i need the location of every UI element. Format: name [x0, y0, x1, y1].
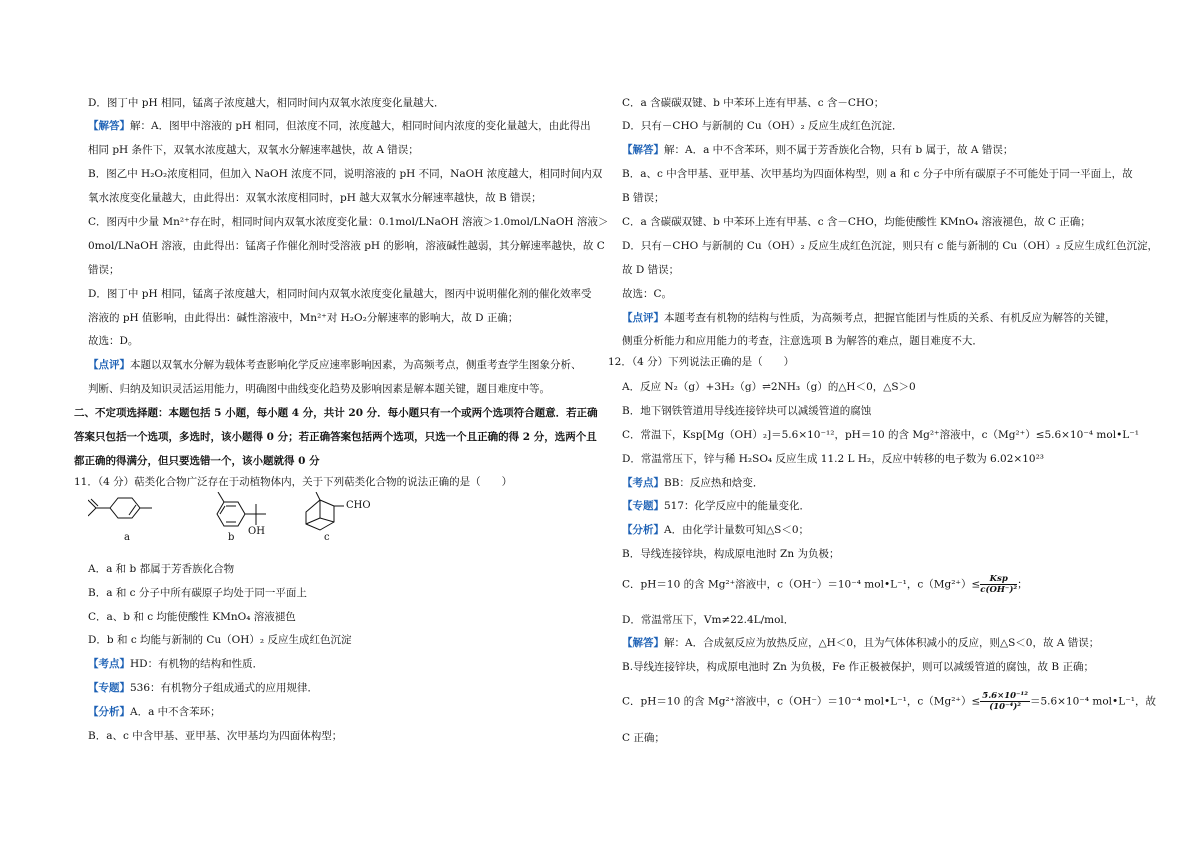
- text-line: C．a 含碳碳双键、b 中苯环上连有甲基、c 含－CHO；: [622, 97, 885, 109]
- text-line: 氧水浓度变化量越大，由此得出：双氧水浓度相同时，pH 越大双氧水分解速率越快，故 B 错误；: [88, 192, 542, 204]
- structure-diagrams: [88, 492, 388, 560]
- text-line: D．只有－CHO 与新制的 Cu（OH）₂ 反应生成红色沉淀．: [622, 120, 903, 132]
- text-line: [622, 476, 763, 490]
- structure-label-cho: CHO: [346, 500, 371, 511]
- structure-label-b: b: [228, 532, 235, 543]
- text-line: D．图丁中 pH 相同，锰离子浓度越大，相同时间内双氧水浓度变化量越大．: [88, 97, 445, 109]
- text-line: C 正确；: [622, 732, 665, 744]
- text-line: [622, 636, 1099, 650]
- text-line: [622, 143, 1013, 157]
- terpene-structures-figure: [88, 492, 388, 560]
- option-b: B．a 和 c 分子中所有碳原子均处于同一平面上: [88, 587, 307, 599]
- text-line: 错误；: [88, 264, 120, 276]
- text-line: 故 D 错误；: [622, 264, 680, 276]
- label-tag: 【解答】: [622, 144, 664, 156]
- label-tag: 【分析】: [622, 524, 664, 536]
- text-span: HD：有机物的结构和性质．: [130, 658, 264, 670]
- text-span: 本题考查有机物的结构与性质，为高频考点，把握官能团与性质的关系、有机反应为解答的关键，: [664, 312, 1116, 324]
- structure-label-a: a: [124, 532, 130, 543]
- question-12: 12．（4 分）下列说法正确的是（ ）: [608, 356, 795, 368]
- label-tag: 【解答】: [622, 637, 664, 649]
- text-line: [88, 119, 591, 133]
- text-span: A．a 中不含苯环；: [130, 706, 221, 718]
- text-span: 536：有机物分子组成通式的应用规律．: [130, 682, 319, 694]
- denominator: c(OH⁻)²: [980, 585, 1018, 595]
- text-line: [88, 657, 263, 671]
- text-line: [88, 705, 221, 719]
- text-line: 相同 pH 条件下，双氧水浓度越大，双氧水分解速率越快，故 A 错误；: [88, 144, 419, 156]
- text-line: [88, 681, 318, 695]
- text-line: 侧重分析能力和应用能力的考查，注意选项 B 为解答的难点，题目难度不大．: [622, 335, 983, 347]
- text-line: [622, 691, 1156, 712]
- structure-a: [88, 498, 152, 518]
- text-line: 判断、归纳及知识灵活运用能力，明确图中曲线变化趋势及影响因素是解本题关键，题目难度中等。: [88, 383, 550, 395]
- label-tag: 【专题】: [622, 500, 664, 512]
- text-span: 解：A．a 中不含苯环，则不属于芳香族化合物，只有 b 属于，故 A 错误；: [664, 144, 1014, 156]
- text-line: C．a 含碳碳双键、b 中苯环上连有甲基、c 含－CHO，均能使酸性 KMnO₄ 溶液褪色，故 C 正确；: [622, 216, 1091, 228]
- numerator: Ksp: [980, 574, 1017, 585]
- text-line: B.导线连接锌块，构成原电池时 Zn 为负极，Fe 作正极被保护，则可以减缓管道的腐蚀，故 B 正确；: [622, 661, 1094, 673]
- text-span: A．由化学计量数可知△S＜0；: [664, 524, 810, 536]
- text-span: 517：化学反应中的能量变化．: [664, 500, 811, 512]
- text-line: B．图乙中 H₂O₂浓度相同，但加入 NaOH 浓度不同，说明溶液的 pH 不同，NaOH 浓度越大，相同时间内双: [88, 168, 603, 180]
- text-line: 0mol/LNaOH 溶液，由此得出：锰离子作催化剂时受溶液 pH 的影响，溶液碱性越弱，其分解速率越快，故 C: [88, 240, 605, 252]
- label-tag: 【点评】: [88, 359, 130, 371]
- label-tag: 【考点】: [622, 477, 664, 489]
- text-line: 溶液的 pH 值影响，由此得出：碱性溶液中，Mn²⁺对 H₂O₂分解速率的影响大，故 D 正确；: [88, 312, 519, 324]
- structure-b: [217, 492, 266, 526]
- text-line: B．a、c 中含甲基、亚甲基、次甲基均为四面体构型，则 a 和 c 分子中所有碳原子不可能处于同一平面上，故: [622, 168, 1133, 180]
- option-a: A．反应 N₂（g）+3H₂（g）⇌2NH₃（g）的△H＜0，△S＞0: [622, 381, 916, 393]
- option-c: C．a、b 和 c 均能使酸性 KMnO₄ 溶液褪色: [88, 611, 296, 623]
- text-line: C．图丙中少量 Mn²⁺存在时，相同时间内双氧水浓度变化量：0.1mol/LNaOH 溶液＞1.0mol/LNaOH 溶液＞: [88, 216, 609, 228]
- fraction: [980, 691, 1030, 712]
- text-line: D．图丁中 pH 相同，锰离子浓度越大，相同时间内双氧水浓度变化量越大，图丙中说明催化剂的催化效率受: [88, 288, 592, 300]
- section-heading: 答案只包括一个选项，多选时，该小题得 0 分；若正确答案包括两个选项，只选一个且正确的得 2 分，选两个且: [74, 431, 597, 443]
- text-line: 故选：C。: [622, 288, 673, 300]
- text-span: 解：A．图甲中溶液的 pH 相同，但浓度不同，浓度越大，相同时间内浓度的变化量越大，由此得出: [130, 120, 591, 132]
- option-a: A．a 和 b 都属于芳香族化合物: [88, 563, 235, 575]
- label-tag: 【点评】: [622, 312, 664, 324]
- text-line: [88, 358, 582, 372]
- section-heading: 二、不定项选择题：本题包括 5 小题，每小题 4 分，共计 20 分．每小题只有一个或两个选项符合题意．若正确: [74, 407, 598, 419]
- text-line: [622, 499, 810, 513]
- text-line: [622, 523, 809, 537]
- text-line: 故选：D。: [88, 335, 139, 347]
- option-c: C．常温下，Ksp[Mg（OH）₂]＝5.6×10⁻¹²，pH＝10 的含 Mg²⁺溶液中，c（Mg²⁺）≤5.6×10⁻⁴ mol•L⁻¹: [622, 429, 1139, 441]
- text-span: ＝5.6×10⁻⁴ mol•L⁻¹，故: [1029, 695, 1156, 708]
- section-heading: 都正确的得满分，但只要选错一个，该小题就得 0 分: [74, 455, 320, 467]
- numerator: 5.6×10⁻¹²: [982, 691, 1028, 701]
- text-span: C．pH＝10 的含 Mg²⁺溶液中，c（OH⁻）＝10⁻⁴ mol•L⁻¹，c（Mg²⁺）≤: [622, 578, 981, 591]
- text-span: C．pH＝10 的含 Mg²⁺溶液中，c（OH⁻）＝10⁻⁴ mol•L⁻¹，c（Mg²⁺）≤: [622, 695, 981, 708]
- label-tag: 【专题】: [88, 682, 130, 694]
- structure-label-c: c: [324, 532, 330, 543]
- text-span: 解：A．合成氨反应为放热反应，△H＜0，且为气体体积减小的反应，则△S＜0，故 A 错误；: [664, 637, 1100, 649]
- text-line: D．常温常压下，Vm≠22.4L/mol．: [622, 614, 795, 626]
- structure-c: [306, 492, 344, 530]
- label-tag: 【分析】: [88, 706, 130, 718]
- option-d: D．b 和 c 均能与新制的 Cu（OH）₂ 反应生成红色沉淀: [88, 634, 352, 646]
- denominator: (10⁻⁴)²: [989, 702, 1022, 712]
- text-line: D．只有－CHO 与新制的 Cu（OH）₂ 反应生成红色沉淀，则只有 c 能与新制的 Cu（OH）₂ 反应生成红色沉淀，: [622, 240, 1159, 252]
- option-d: D．常温常压下，锌与稀 H₂SO₄ 反应生成 11.2 L H₂，反应中转移的电子数为 6.02×10²³: [622, 453, 1044, 465]
- text-line: B．导线连接锌块，构成原电池时 Zn 为负极；: [622, 548, 840, 560]
- label-tag: 【考点】: [88, 658, 130, 670]
- text-line: [622, 574, 1028, 595]
- text-line: B 错误；: [622, 192, 665, 204]
- question-11: 11．（4 分）萜类化合物广泛存在于动植物体内，关于下列萜类化合物的说法正确的是（ ）: [74, 476, 513, 488]
- fraction: [980, 574, 1017, 595]
- label-tag: 【解答】: [88, 120, 130, 132]
- text-span: BB：反应热和焓变．: [664, 477, 764, 489]
- option-b: B．地下钢铁管道用导线连接锌块可以减缓管道的腐蚀: [622, 405, 872, 417]
- structure-label-oh: OH: [248, 526, 265, 537]
- text-line: B．a、c 中含甲基、亚甲基、次甲基均为四面体构型；: [88, 730, 343, 742]
- text-span: 本题以双氧水分解为载体考查影响化学反应速率影响因素，为高频考点，侧重考查学生图象分析、: [130, 359, 582, 371]
- text-line: [622, 311, 1116, 325]
- text-span: ；: [1017, 578, 1028, 591]
